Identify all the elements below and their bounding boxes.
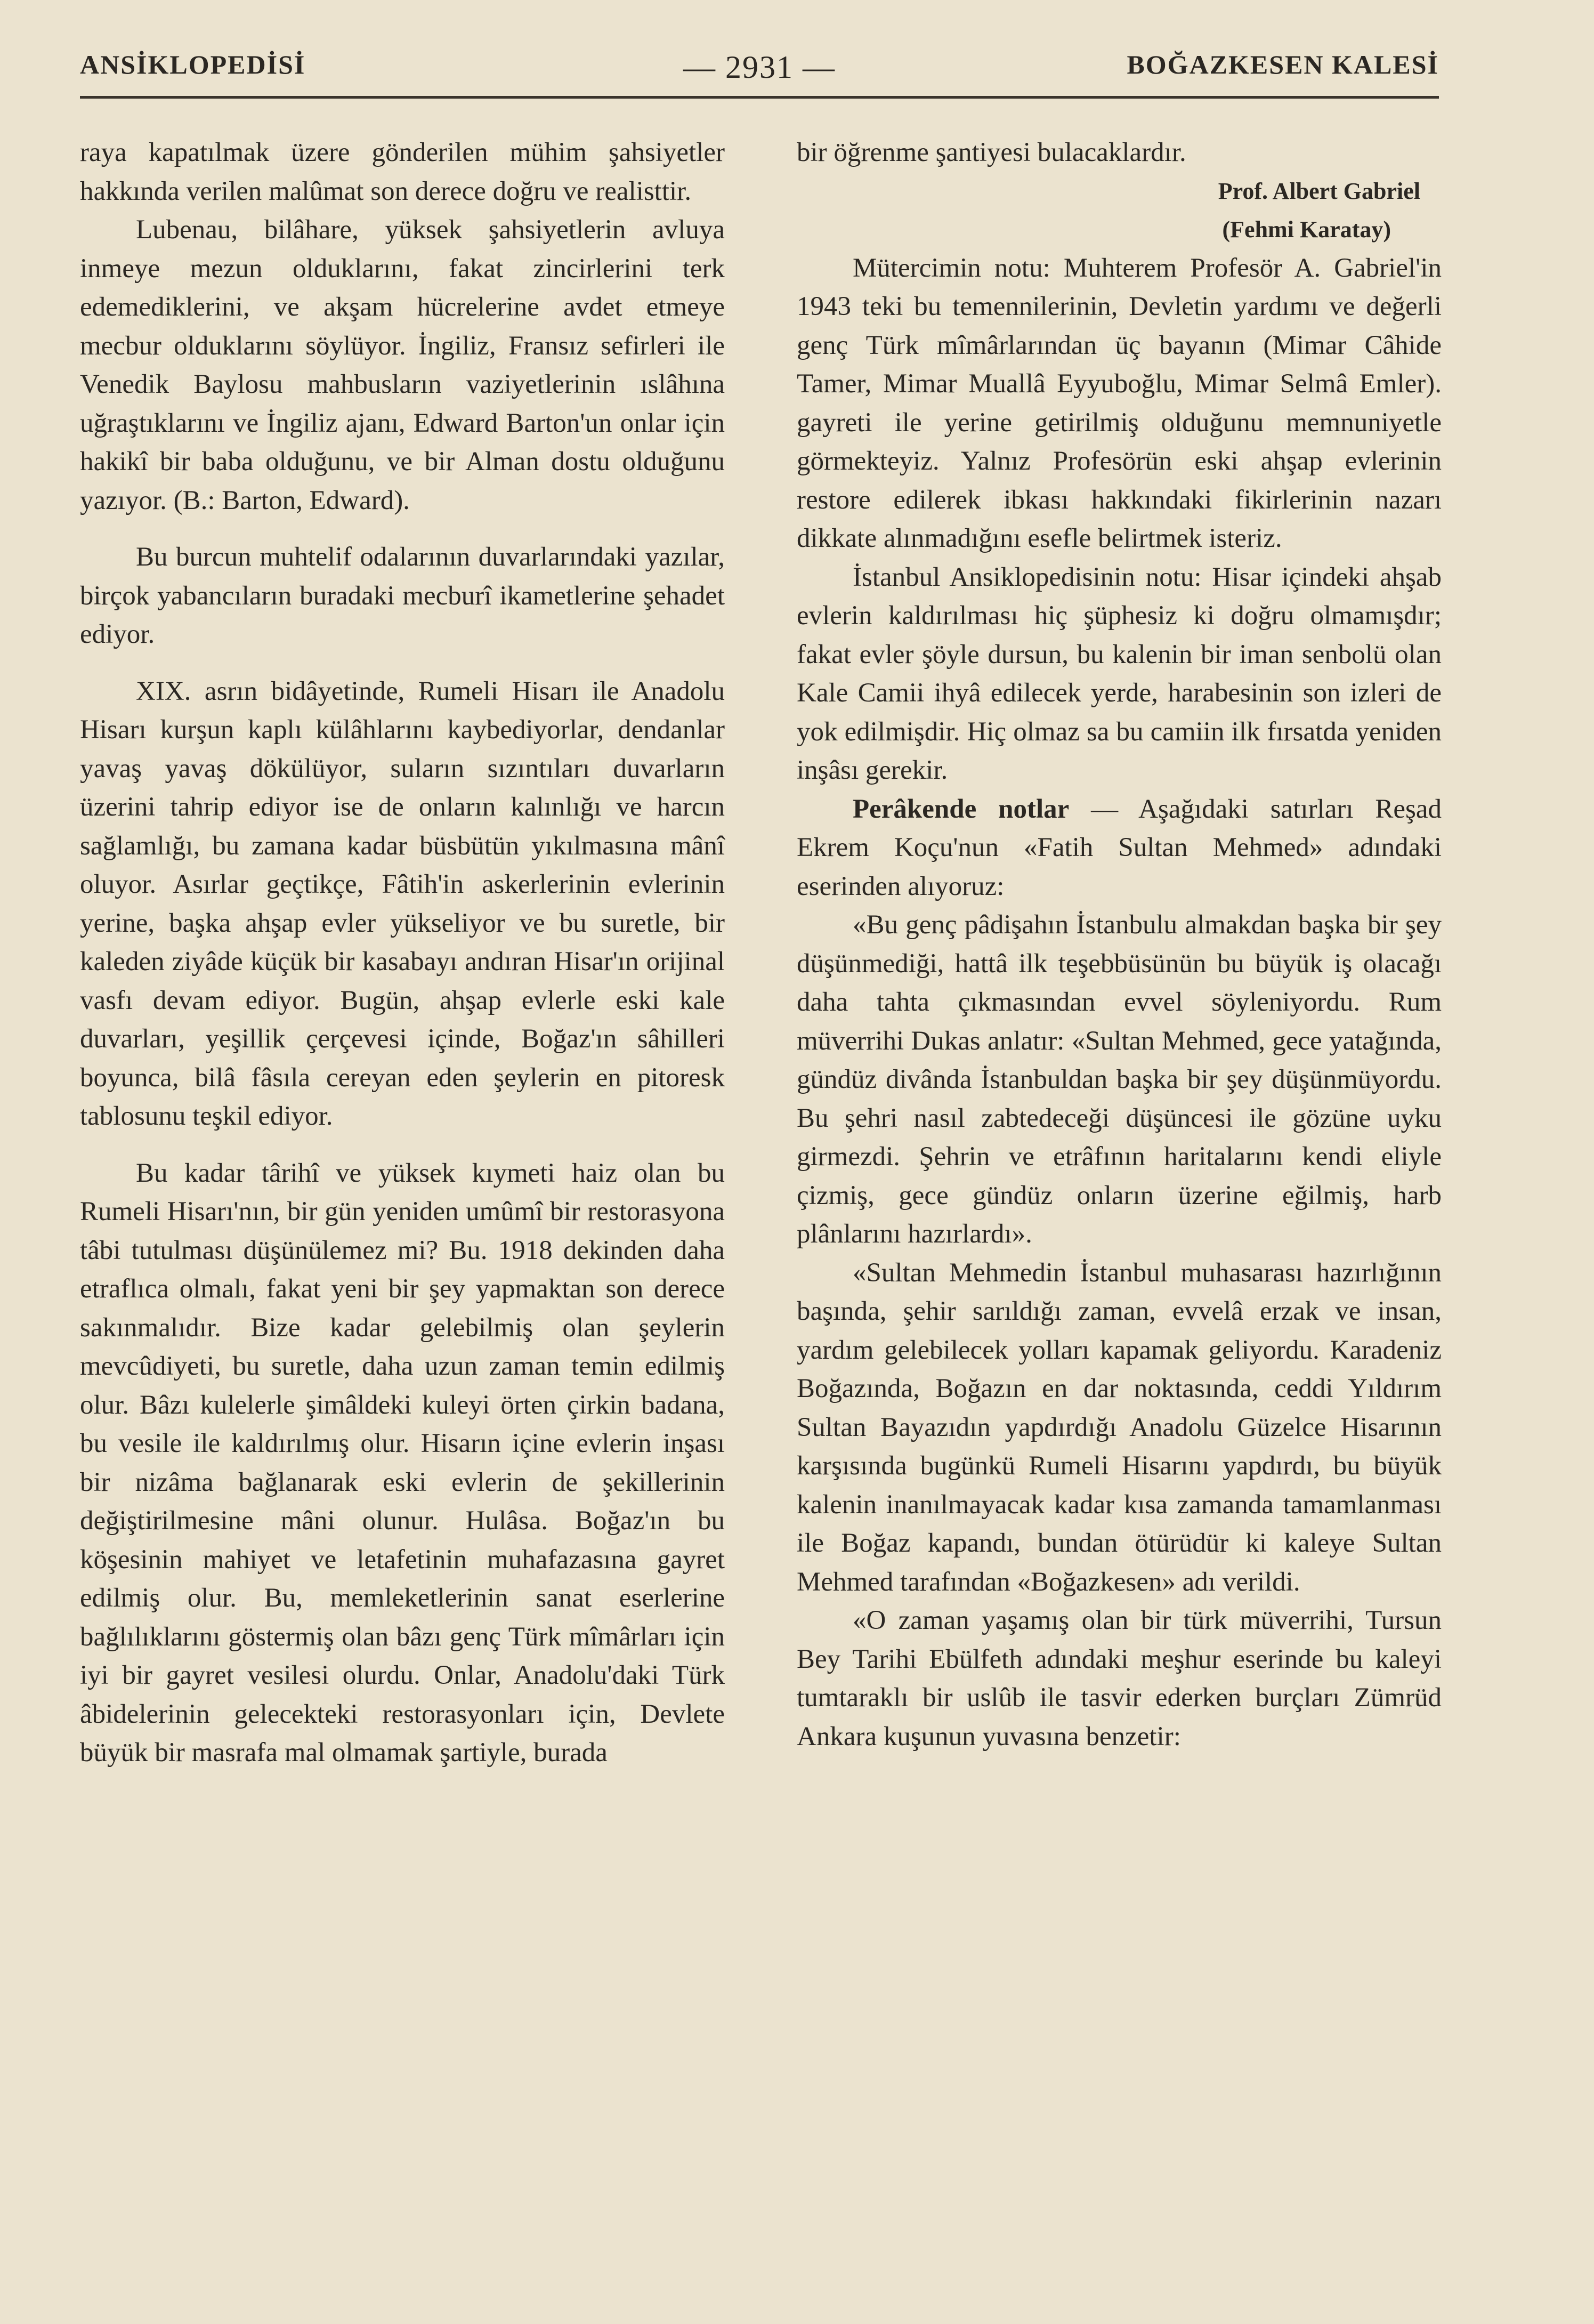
page-number: — 2931 — xyxy=(683,50,836,85)
paragraph: raya kapatılmak üzere gönderilen mühim şahsiyetler hakkında verilen malûmat son derece doğru ve realisttir. xyxy=(80,138,725,206)
section-lead: Perâkende notlar xyxy=(853,794,1070,824)
paragraph: Bu kadar târihî ve yüksek kıymeti haiz olan bu Rumeli Hisarı'nın, bir gün yeniden umûmî bir restorasyona tâbi tutulması düşünülemez mi? Bu. 1918 dekinden daha etraflıca olmalı, fakat yeni bir şey yapmaktan son derece sakınmalıdır. Bize kadar gelebilmiş olan şeylerin mevcûdiyeti, bu suretle, daha uzun zaman temin edilmiş olur. Bâzı kulelerle şimâldeki kuleyi örten çirkin badana, bu vesile ile kaldırılmış olur. Hisarın içine evlerin inşası bir nizâma bağlanarak eski evlerin de şekillerinin değiştirilmesine mâni olunur. Hulâsa. Boğaz'ın bu köşesinin mahiyet ve letafetinin muhafazasına gayret edilmiş olur. Bu, memleketlerinin sanat eserlerine bağlılıklarını göstermiş olan bâzı genç Türk mîmârları için iyi bir gayret vesilesi olurdu. Onlar, Anadolu'daki Türk âbidelerinin gelecekteki restorasyonları için, Devlete büyük bir masrafa mal olmamak şartiyle, burada xyxy=(80,1158,725,1768)
paragraph: «Sultan Mehmedin İstanbul muhasarası hazırlığının başında, şehir sarıldığı zaman, evvelâ erzak ve insan, yardım gelebilecek yolları kapamak geliyordu. Karadeniz Boğazında, Boğazın en dar noktasında, ceddi Yıldırım Sultan Bayazıdın yapdırdığı Anadolu Güzelce Hisarının karşısında bugünkü Rumeli Hisarını yapdırdı, bu büyük kalenin inanılmayacak kadar kısa zamanda tamamlanması ile Boğaz kapandı, bundan ötürüdür ki kaleye Sultan Mehmed tarafından «Boğazkesen» adı verildi. xyxy=(797,1257,1442,1597)
left-column xyxy=(80,133,725,1772)
paragraph: İstanbul Ansiklopedisinin notu: Hisar içindeki ahşab evlerin kaldırılması hiç şüphesiz ki doğru olmamışdır; fakat evler şöyle dursun, bu kalenin bir iman senbolü olan Kale Camii ihyâ edilecek yerde, harabesinin son izleri de yok edilmişdir. Hiç olmaz sa bu camiin ilk fırsatda yeniden inşâsı gerekir. xyxy=(797,562,1442,785)
paragraph: XIX. asrın bidâyetinde, Rumeli Hisarı ile Anadolu Hisarı kurşun kaplı külâhlarını kaybediyorlar, dendanlar yavaş yavaş dökülüyor, suların sızıntıları duvarların üzerini tahrip ediyor ise de onların kalınlığı ve harcın sağlamlığı, bu zamana kadar büsbütün yıkılmasına mânî oluyor. Asırlar geçtikçe, Fâtih'in askerlerinin evlerinin yerine, başka ahşap evler yükseliyor ve bu suretle, bir kaleden ziyâde küçük bir kasabayı andıran Hisar'ın orijinal vasfı devam ediyor. Bugün, ahşap evlerle eski kale duvarları, yeşillik çerçevesi içinde, Boğaz'ın sâhilleri boyunca, bilâ fâsıla cereyan eden şeylerin en pitoresk tablosunu teşkil ediyor. xyxy=(80,676,725,1131)
paragraph: Lubenau, bilâhare, yüksek şahsiyetlerin avluya inmeye mezun olduklarını, fakat zincirlerini terk edemediklerini, ve akşam hücrelerine avdet etmeye mecbur olduklarını söylüyor. İngiliz, Fransız sefirleri ile Venedik Baylosu mahbusların vaziyetlerinin ıslâhına uğraştıklarını ve İngiliz ajanı, Edward Barton'un onlar için hakikî bir baba olduğunu, ve bir Alman dostu olduğunu yazıyor. (B.: Barton, Edward). xyxy=(80,215,725,515)
translator-signature: (Fehmi Karatay) xyxy=(1222,216,1391,243)
paragraph-text: — Aşağıdaki satırları Reşad Ekrem Koçu'nun «Fatih Sultan Mehmed» adındaki eserinden alıyoruz: xyxy=(797,794,1442,901)
header-left-title: ANSİKLOPEDİSİ xyxy=(80,50,306,79)
header-right-title: BOĞAZKESEN KALESİ xyxy=(1127,50,1439,79)
page-header xyxy=(80,49,1439,102)
right-column xyxy=(797,133,1442,1756)
paragraph xyxy=(797,790,1442,906)
paragraph: Bu burcun muhtelif odalarının duvarlarındaki yazılar, birçok yabancıların buradaki mecburî ikametlerine şehadet ediyor. xyxy=(80,542,725,649)
paragraph: bir öğrenme şantiyesi bulacaklardır. xyxy=(797,138,1186,167)
paragraph: «O zaman yaşamış olan bir türk müverrihi, Tursun Bey Tarihi Ebülfeth adındaki meşhur eserinde bu kaleyi tumtaraklı bir uslûb ile tasvir ederken burçları Zümrüd Ankara kuşunun yuvasına benzetir: xyxy=(797,1605,1442,1752)
paragraph: Mütercimin notu: Muhterem Profesör A. Gabriel'in 1943 teki bu temennilerinin, Devletin yardımı ve değerli genç Türk mîmârlarından üç bayanın (Mimar Câhide Tamer, Mimar Muallâ Eyyuboğlu, Mimar Selmâ Emler). gayreti ile yerine getirilmiş olduğunu memnuniyetle görmekteyiz. Yalnız Profesörün eski ahşap evlerinin restore edilerek ibkası hakkındaki fikirlerinin nazarı dikkate alınmadığını esefle belirtmek isteriz. xyxy=(797,253,1442,553)
header-rule xyxy=(80,96,1439,99)
paragraph: «Bu genç pâdişahın İstanbulu almakdan başka bir şey düşünmediği, hattâ ilk teşebbüsünün bu büyük iş olacağı daha tahta çıkmasından evvel söyleniyordu. Rum müverrihi Dukas anlatır: «Sultan Mehmed, gece yatağında, gündüz divânda İstanbuldan başka bir şey düşünmüyordu. Bu şehri nasıl zabtedeceği düşüncesi ile gözüne uyku girmezdi. Şehrin ve etrâfının haritalarını kendi eliyle çizmiş, gece gündüz onların üzerine eğilmiş, harb plânlarını hazırlardı». xyxy=(797,910,1442,1249)
author-signature: Prof. Albert Gabriel xyxy=(1218,177,1420,204)
